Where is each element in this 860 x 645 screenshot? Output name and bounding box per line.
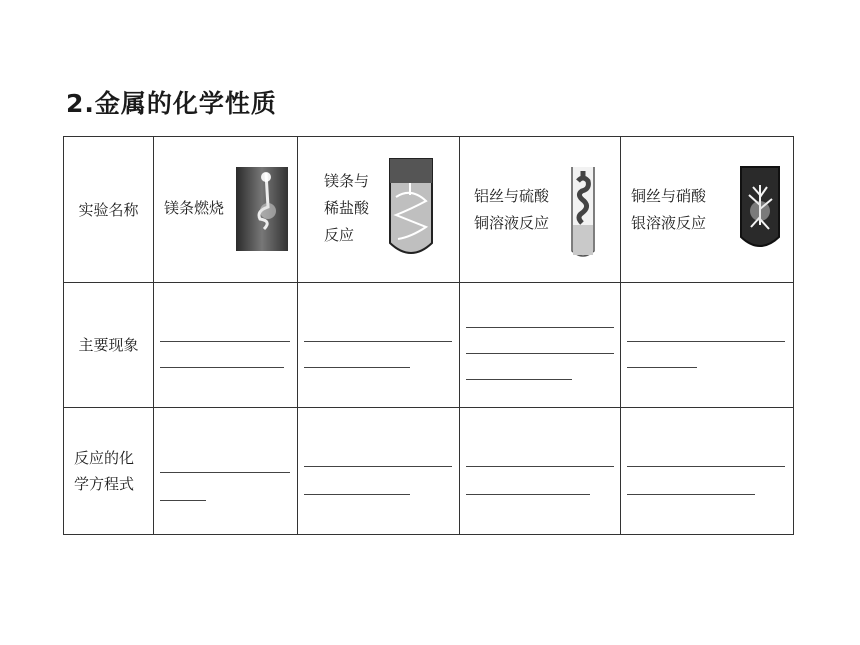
experiment-2-cell	[298, 137, 460, 283]
answer-blank[interactable]	[466, 494, 590, 495]
equation-row	[64, 408, 794, 535]
phenomenon-4-cell	[621, 283, 794, 408]
answer-blank[interactable]	[304, 341, 452, 342]
answer-blank[interactable]	[466, 327, 614, 328]
answer-blank[interactable]	[627, 466, 785, 467]
equation-2-cell	[298, 408, 460, 535]
phenomenon-3-cell	[460, 283, 621, 408]
page-title: 2.金属的化学性质	[66, 89, 277, 118]
experiment-1-cell	[154, 137, 298, 283]
answer-blank[interactable]	[466, 379, 572, 380]
experiment-name-row	[64, 137, 794, 283]
phenomenon-row	[64, 283, 794, 408]
experiment-table	[63, 136, 794, 535]
test-tube-silver-nitrate-photo	[739, 165, 781, 255]
row-header-experiment-name: 实验名称	[64, 137, 154, 283]
test-tube-hydrochloric-acid-photo	[388, 157, 434, 263]
answer-blank[interactable]	[304, 494, 410, 495]
answer-blank[interactable]	[466, 353, 614, 354]
experiment-2-name: 镁条与 稀盐酸 反应	[324, 172, 370, 244]
equation-4-cell	[621, 408, 794, 535]
experiment-4-name: 铜丝与硝酸 银溶液反应	[631, 187, 707, 232]
experiment-1-name: 镁条燃烧	[164, 199, 225, 217]
answer-blank[interactable]	[160, 500, 206, 501]
answer-blank[interactable]	[160, 472, 290, 473]
answer-blank[interactable]	[160, 367, 284, 368]
answer-blank[interactable]	[627, 494, 755, 495]
equation-3-cell	[460, 408, 621, 535]
equation-1-cell	[154, 408, 298, 535]
answer-blank[interactable]	[160, 341, 290, 342]
experiment-4-cell	[621, 137, 794, 283]
answer-blank[interactable]	[466, 466, 614, 467]
phenomenon-1-cell	[154, 283, 298, 408]
magnesium-burning-photo	[236, 167, 288, 251]
answer-blank[interactable]	[304, 466, 452, 467]
answer-blank[interactable]	[627, 341, 785, 342]
phenomenon-2-cell	[298, 283, 460, 408]
answer-blank[interactable]	[304, 367, 410, 368]
answer-blank[interactable]	[627, 367, 697, 368]
experiment-3-cell	[460, 137, 621, 283]
row-header-equation: 反应的化 学方程式	[64, 408, 154, 535]
experiment-3-name: 铝丝与硫酸 铜溶液反应	[474, 187, 550, 232]
row-header-phenomenon: 主要现象	[64, 283, 154, 408]
test-tube-copper-sulfate-photo	[570, 165, 596, 261]
